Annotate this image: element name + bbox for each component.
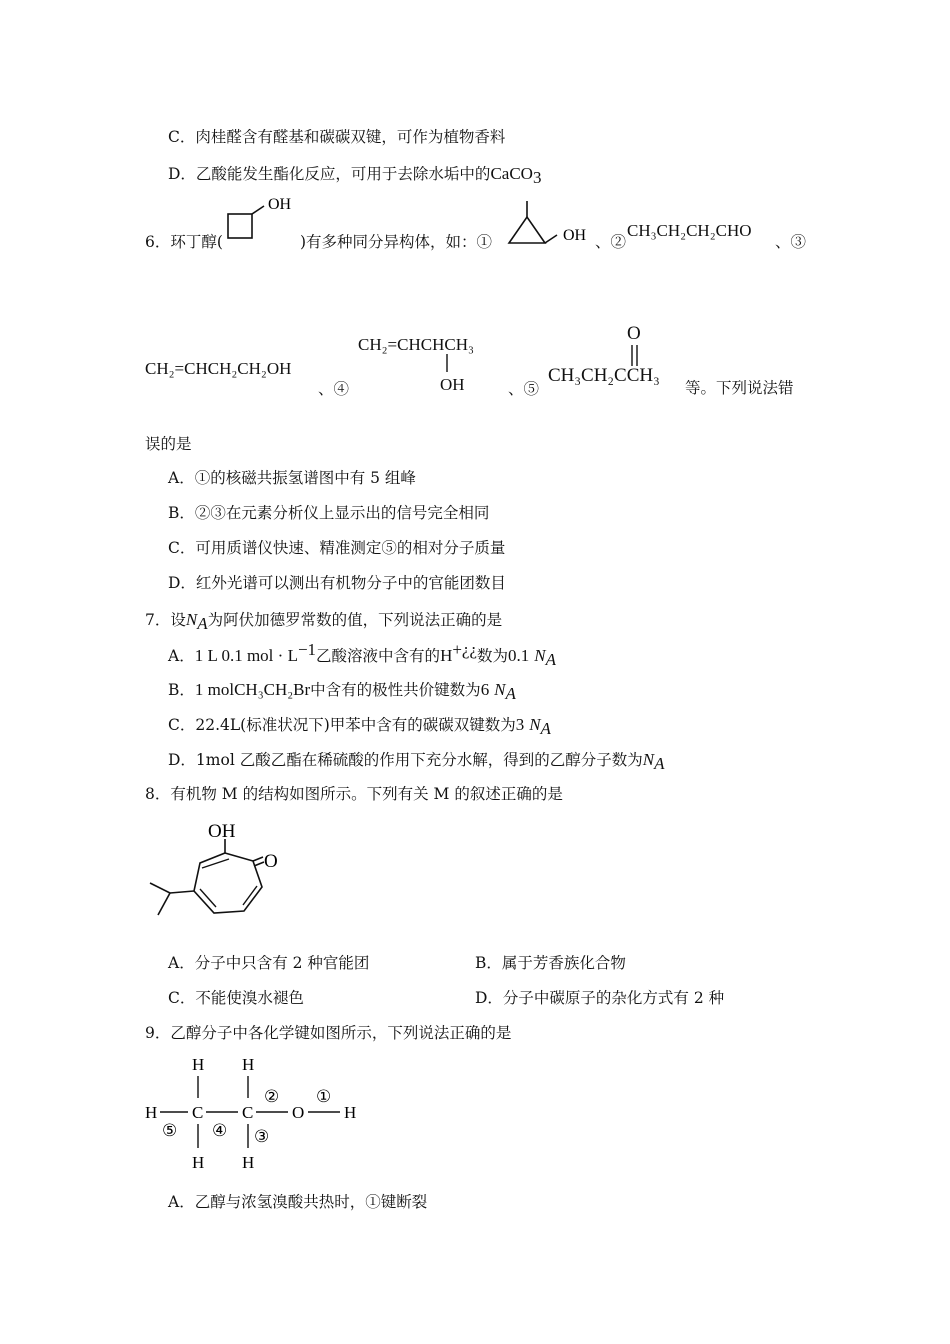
compound-m-o: O — [264, 851, 278, 872]
h-bottom-right: H — [242, 1153, 255, 1172]
q9-stem: 9．乙醇分子中各化学键如图所示，下列说法正确的是 — [145, 1024, 512, 1042]
q7-na-sub: A — [197, 614, 208, 634]
structure-4-oh: OH — [440, 375, 465, 394]
q6-sep2: 、③ — [775, 233, 807, 251]
h-bottom-left: H — [192, 1153, 205, 1172]
compound-m-oh: OH — [208, 821, 236, 842]
structure-1-oh: OH — [563, 227, 587, 244]
structure-4-chain: CH₂=CHCHCH₃ — [358, 335, 474, 354]
cyclobutanol-oh: OH — [268, 196, 292, 213]
c-oh-bond — [545, 235, 557, 243]
q6-sep4: 、⑤ — [508, 380, 540, 398]
ethanol-bond-diagram — [140, 1050, 380, 1175]
q6-option-d: D．红外光谱可以测出有机物分子中的官能团数目 — [168, 574, 506, 592]
q8-option-b: B．属于芳香族化合物 — [475, 954, 626, 972]
compound-m-structure — [140, 815, 290, 925]
q7-option-d: D．1mol 乙酸乙酯在稀硫酸的作用下充分水解，得到的乙醇分子数为$N_A$ — [168, 750, 665, 774]
structure-2: CH₃CH₂CH₂CHO — [627, 221, 752, 240]
q5-option-d-formula: CaCO — [490, 164, 533, 183]
h-top-right: H — [242, 1055, 255, 1074]
q9-option-a: A．乙醇与浓氢溴酸共热时，①键断裂 — [168, 1193, 428, 1211]
bond-label-1: ① — [316, 1087, 332, 1106]
q7-stem-b: 为阿伏加德罗常数的值，下列说法正确的是 — [207, 611, 503, 629]
q7-stem — [145, 610, 503, 634]
q6-sep1: 、② — [595, 233, 627, 251]
q6-stem-a: 6．环丁醇( — [145, 233, 223, 251]
q6-option-a: A．①的核磁共振氢谱图中有 5 组峰 — [168, 469, 416, 487]
c-o-bond — [252, 206, 264, 214]
q7-option-b: B．1 molCH₃CH₂Br中含有的极性共价键数为6 $N_A$ — [168, 680, 516, 704]
structure-4-bond — [440, 352, 460, 374]
q7-option-c: C．22.4L(标准状况下)甲苯中含有的碳碳双键数为3 $N_A$ — [168, 715, 551, 739]
q8-option-c: C．不能使溴水褪色 — [168, 989, 304, 1007]
q8-stem: 8．有机物 M 的结构如图所示。下列有关 M 的叙述正确的是 — [145, 785, 563, 803]
structure-1-cyclopropanol — [505, 195, 595, 250]
h-hydroxyl: H — [344, 1103, 357, 1122]
q5-option-d-sub: 3 — [532, 168, 542, 188]
carbon-1: C — [192, 1103, 204, 1122]
bond-label-3: ③ — [254, 1127, 270, 1146]
h-top-left: H — [192, 1055, 205, 1074]
q6-tail2: 误的是 — [145, 435, 192, 453]
bond-label-5: ⑤ — [162, 1121, 178, 1140]
cyclopropane-ring — [509, 217, 545, 243]
cyclobutanol-structure — [222, 192, 302, 247]
carbon-2: C — [242, 1103, 254, 1122]
q5-option-c: C．肉桂醛含有醛基和碳碳双键，可作为植物香料 — [168, 128, 506, 146]
q7-na: N — [185, 610, 198, 629]
q8-option-a: A．分子中只含有 2 种官能团 — [168, 954, 370, 972]
q6-tail: 等。下列说法错 — [685, 379, 794, 397]
q8-option-d: D．分子中碳原子的杂化方式有 2 种 — [475, 989, 725, 1007]
q6-option-b: B．②③在元素分析仪上显示出的信号完全相同 — [168, 504, 490, 522]
q6-sep3: 、④ — [318, 380, 350, 398]
bond-label-2: ② — [264, 1087, 280, 1106]
q6-option-c: C．可用质谱仪快速、精准测定⑤的相对分子质量 — [168, 539, 506, 557]
q6-stem-b: )有多种同分异构体，如：① — [300, 233, 493, 251]
q7-option-a: A．1 L 0.1 mol · $L^{-1}$乙酸溶液中含有的H+¿¿数为0.1 $N_A$ — [168, 639, 556, 670]
structure-5-oxygen: O — [627, 323, 641, 344]
q5-option-d-text: D．乙酸能发生酯化反应，可用于去除水垢中的 — [168, 165, 491, 183]
cyclobutane-ring — [228, 214, 252, 238]
seven-membered-ring — [194, 853, 262, 913]
oxygen: O — [292, 1103, 305, 1122]
bond-label-4: ④ — [212, 1121, 228, 1140]
h-left: H — [145, 1103, 158, 1122]
structure-5: CH₃CH₂CCH₃ — [548, 365, 660, 386]
q7-stem-a: 7．设 — [145, 611, 186, 629]
structure-3: CH₂=CHCH₂CH₂OH — [145, 359, 292, 378]
q5-option-d — [168, 164, 542, 188]
